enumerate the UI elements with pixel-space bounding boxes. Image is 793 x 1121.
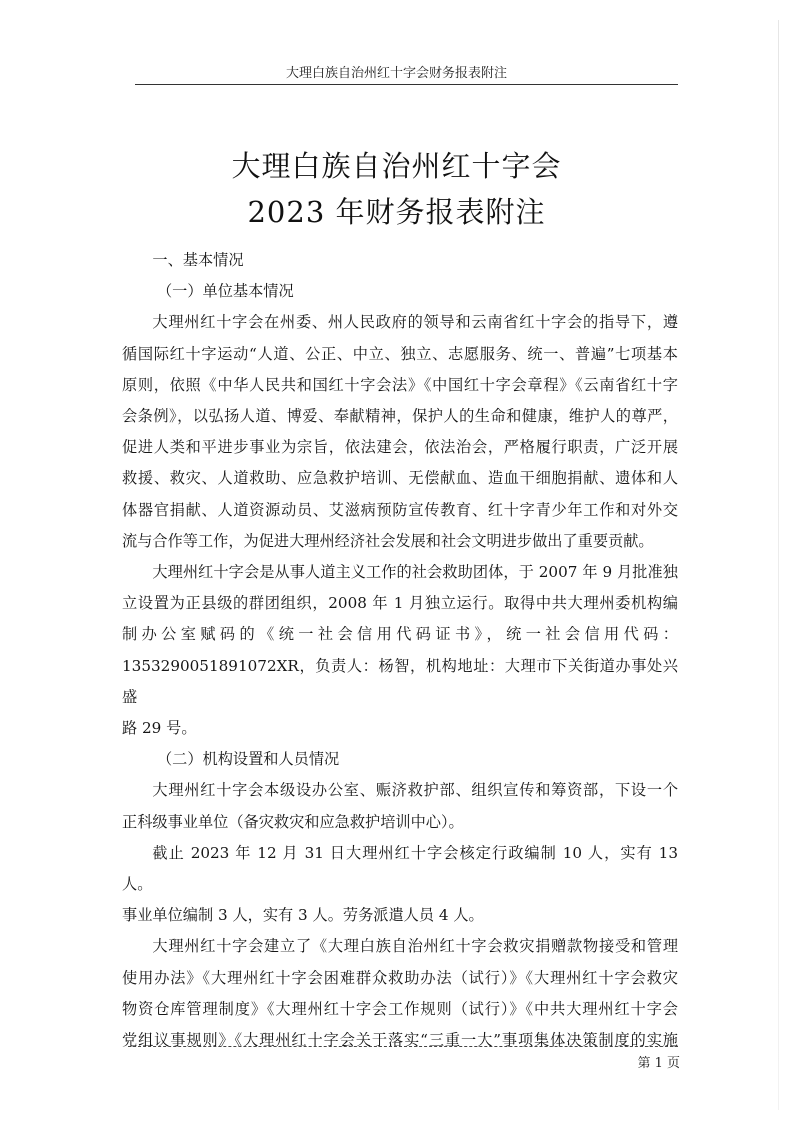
page-number: 第 1 页 xyxy=(637,1056,680,1071)
paragraph-line: 大理州红十字会是从事人道主义工作的社会救助团体，于 2007 年 9 月批准独 xyxy=(152,563,678,582)
header-rule xyxy=(135,84,678,85)
paragraph-line: 立设置为正县级的群团组织，2008 年 1 月独立运行。取得中共大理州委机构编 xyxy=(122,594,678,613)
paragraph-line: 1353290051891072XR，负责人：杨智，机构地址：大理市下关街道办事处兴盛 xyxy=(122,656,678,706)
paragraph-line: 大理州红十字会在州委、州人民政府的领导和云南省红十字会的指导下，遵 xyxy=(152,313,678,332)
paragraph-line: 党组议事规则》《大理州红十字会关于落实“三重一大”事项集体决策制度的实施 xyxy=(122,1031,678,1050)
paragraph-line: 大理州红十字会建立了《大理白族自治州红十字会救灾捐赠款物接受和管理 xyxy=(152,937,678,956)
paragraph-staffing xyxy=(122,838,678,932)
paragraph-line: 物资仓库管理制度》《大理州红十字会工作规则（试行）》《中共大理州红十字会 xyxy=(122,999,678,1018)
paragraph-line: 大理州红十字会本级设办公室、赈济救护部、组织宣传和筹资部，下设一个 xyxy=(152,781,678,800)
paragraph-regulations xyxy=(122,931,678,1056)
document-body xyxy=(122,245,678,1056)
subsection-heading-organization: （二）机构设置和人员情况 xyxy=(156,750,340,769)
paragraph-line: 路 29 号。 xyxy=(122,719,197,738)
paragraph-unit-mission xyxy=(122,307,678,557)
paragraph-line: 促进人类和平进步事业为宗旨，依法建会，依法治会，严格履行职责，广泛开展 xyxy=(122,438,678,457)
footer-rule xyxy=(128,1046,678,1047)
paragraph-line: 事业单位编制 3 人，实有 3 人。劳务派遣人员 4 人。 xyxy=(122,906,484,925)
paragraph-line: 会条例》，以弘扬人道、博爱、奉献精神，保护人的生命和健康，维护人的尊严， xyxy=(122,407,678,426)
paragraph-line: 正科级事业单位（备灾救灾和应急救护培训中心）。 xyxy=(122,812,464,831)
paragraph-line: 制办公室赋码的《统一社会信用代码证书》，统一社会信用代码： xyxy=(122,625,678,644)
scan-edge-mark xyxy=(778,20,779,1110)
paragraph-line: 体器官捐献、人道资源动员、艾滋病预防宣传教育、红十字青少年工作和对外交 xyxy=(122,500,678,519)
paragraph-line: 流与合作等工作，为促进大理州经济社会发展和社会文明进步做出了重要贡献。 xyxy=(122,531,654,550)
paragraph-line: 循国际红十字运动“人道、公正、中立、独立、志愿服务、统一、普遍”七项基本 xyxy=(122,344,678,363)
paragraph-line: 使用办法》《大理州红十字会困难群众救助办法（试行）》《大理州红十字会救灾 xyxy=(122,968,678,987)
running-header: 大理白族自治州红十字会财务报表附注 xyxy=(285,66,507,81)
section-heading-basic-info: 一、基本情况 xyxy=(152,251,244,269)
title-line-1: 大理白族自治州红十字会 xyxy=(231,149,562,183)
title-line-2: 2023 年财务报表附注 xyxy=(247,195,546,229)
paragraph-unit-establishment xyxy=(122,557,678,744)
paragraph-line: 截止 2023 年 12 月 31 日大理州红十字会核定行政编制 10 人，实有 13 人。 xyxy=(122,843,678,894)
paragraph-line: 原则，依照《中华人民共和国红十字会法》《中国红十字会章程》《云南省红十字 xyxy=(122,375,678,394)
document-title xyxy=(0,143,793,235)
paragraph-line: 救援、救灾、人道救助、应急救护培训、无偿献血、造血干细胞捐献、遗体和人 xyxy=(122,469,678,488)
paragraph-organization xyxy=(122,775,678,837)
subsection-heading-unit-info: （一）单位基本情况 xyxy=(156,282,294,301)
